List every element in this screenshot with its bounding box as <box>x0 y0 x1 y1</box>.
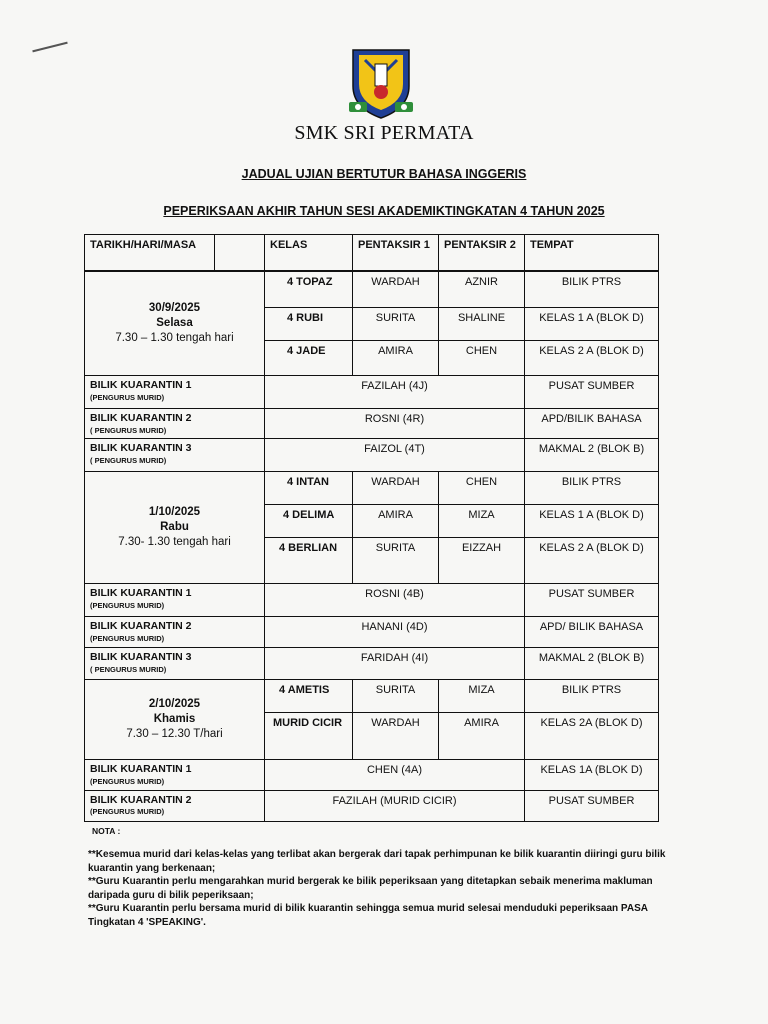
quarantine-title: BILIK KUARANTIN 3 <box>90 442 192 455</box>
pentaksir-2-cell: AZNIR <box>439 271 525 308</box>
tempat-cell: MAKMAL 2 (BLOK B) <box>525 439 659 472</box>
quarantine-teacher-cell: CHEN (4A) <box>265 760 525 790</box>
tempat-cell: KELAS 1 A (BLOK D) <box>525 505 659 538</box>
day-cell <box>85 271 265 376</box>
note-item: **Kesemua murid dari kelas-kelas yang terlibat akan bergerak dari tapak perhimpunan ke bilik kuarantin diiringi guru bilik kuarantin yang berkenaan; <box>88 849 666 874</box>
quarantine-title: BILIK KUARANTIN 1 <box>90 379 192 391</box>
kelas-cell: 4 BERLIAN <box>265 538 353 584</box>
pentaksir-1-cell: AMIRA <box>353 505 439 538</box>
pentaksir-1-cell: WARDAH <box>353 713 439 760</box>
col-header-tempat: TEMPAT <box>525 235 659 271</box>
day-time: 7.30 – 1.30 tengah hari <box>115 331 234 344</box>
quarantine-sub: (PENGURUS MURID) <box>90 807 165 817</box>
quarantine-label-cell <box>85 409 265 439</box>
table-row <box>85 472 659 505</box>
notes-list <box>88 848 688 929</box>
quarantine-label-cell <box>85 617 265 648</box>
tempat-cell: KELAS 2A (BLOK D) <box>525 713 659 760</box>
quarantine-title: BILIK KUARANTIN 3 <box>90 651 192 664</box>
quarantine-label-cell <box>85 376 265 409</box>
quarantine-label-cell <box>85 584 265 617</box>
table-row <box>85 760 659 790</box>
day-date: 30/9/2025 <box>148 301 201 314</box>
quarantine-label-cell <box>85 760 265 790</box>
day-date: 1/10/2025 <box>148 506 201 519</box>
day-time: 7.30 – 12.30 T/hari <box>126 728 223 741</box>
school-crest-icon <box>345 46 417 120</box>
school-name: SMK SRI PERMATA <box>294 122 474 144</box>
table-row <box>85 439 659 472</box>
pentaksir-2-cell: MIZA <box>439 680 525 713</box>
quarantine-sub: ( PENGURUS MURID) <box>90 456 167 466</box>
pentaksir-1-cell: SURITA <box>353 680 439 713</box>
pentaksir-2-cell: EIZZAH <box>439 538 525 584</box>
pentaksir-1-cell: WARDAH <box>353 472 439 505</box>
day-date: 2/10/2025 <box>148 698 201 711</box>
quarantine-title: BILIK KUARANTIN 2 <box>90 412 192 424</box>
quarantine-label-cell <box>85 648 265 680</box>
tempat-cell: KELAS 2 A (BLOK D) <box>525 538 659 584</box>
col-header-kelas: KELAS <box>265 235 353 271</box>
notes-label: NOTA : <box>92 826 121 836</box>
tempat-cell: PUSAT SUMBER <box>525 790 659 821</box>
note-item: **Guru Kuarantin perlu mengarahkan murid bergerak ke bilik peperiksaan yang ditetapkan sebaik menerima makluman daripada guru di bilik peperiksaan; <box>88 876 653 901</box>
pen-mark <box>32 42 67 53</box>
kelas-cell: 4 JADE <box>265 341 353 376</box>
quarantine-teacher-cell: FARIDAH (4I) <box>265 648 525 680</box>
note-item: **Guru Kuarantin perlu bersama murid di bilik kuarantin sehingga semua murid selesai menduduki peperiksaan PASA Tingkatan 4 'SPEAKING'. <box>88 903 648 928</box>
day-cell <box>85 680 265 760</box>
tempat-cell: PUSAT SUMBER <box>525 376 659 409</box>
kelas-cell: 4 DELIMA <box>265 505 353 538</box>
day-name: Rabu <box>160 521 189 534</box>
col-header-pentaksir-1: PENTAKSIR 1 <box>353 235 439 271</box>
pentaksir-2-cell: SHALINE <box>439 308 525 341</box>
quarantine-title: BILIK KUARANTIN 2 <box>90 793 192 806</box>
document-title: JADUAL UJIAN BERTUTUR BAHASA INGGERIS <box>241 167 527 181</box>
pentaksir-1-cell: WARDAH <box>353 271 439 308</box>
pentaksir-2-cell: MIZA <box>439 505 525 538</box>
quarantine-label-cell <box>85 439 265 472</box>
kelas-cell: MURID CICIR <box>265 713 353 760</box>
table-row <box>85 271 659 308</box>
tempat-cell: APD/ BILIK BAHASA <box>525 617 659 648</box>
kelas-cell: 4 TOPAZ <box>265 271 353 308</box>
table-row <box>85 376 659 409</box>
quarantine-label-cell <box>85 790 265 821</box>
quarantine-teacher-cell: FAZILAH (MURID CICIR) <box>265 790 525 821</box>
tempat-cell: KELAS 1 A (BLOK D) <box>525 308 659 341</box>
table-row <box>85 617 659 648</box>
quarantine-sub: (PENGURUS MURID) <box>90 392 165 402</box>
tempat-cell: BILIK PTRS <box>525 472 659 505</box>
quarantine-teacher-cell: ROSNI (4R) <box>265 409 525 439</box>
quarantine-teacher-cell: FAZILAH (4J) <box>265 376 525 409</box>
quarantine-title: BILIK KUARANTIN 1 <box>90 587 192 600</box>
kelas-cell: 4 INTAN <box>265 472 353 505</box>
quarantine-sub: (PENGURUS MURID) <box>90 634 165 644</box>
day-name: Selasa <box>156 316 193 329</box>
day-time: 7.30- 1.30 tengah hari <box>118 536 231 549</box>
pentaksir-2-cell: AMIRA <box>439 713 525 760</box>
col-header-blank <box>215 235 265 271</box>
day-cell <box>85 472 265 584</box>
tempat-cell: BILIK PTRS <box>525 680 659 713</box>
col-header-tarikh: TARIKH/HARI/MASA <box>85 235 215 271</box>
schedule-table <box>84 234 659 822</box>
quarantine-teacher-cell: FAIZOL (4T) <box>265 439 525 472</box>
table-header-row <box>85 235 659 271</box>
table-row <box>85 409 659 439</box>
pentaksir-2-cell: CHEN <box>439 341 525 376</box>
tempat-cell: KELAS 1A (BLOK D) <box>525 760 659 790</box>
table-row <box>85 680 659 713</box>
pentaksir-1-cell: SURITA <box>353 308 439 341</box>
tempat-cell: KELAS 2 A (BLOK D) <box>525 341 659 376</box>
kelas-cell: 4 RUBI <box>265 308 353 341</box>
quarantine-teacher-cell: ROSNI (4B) <box>265 584 525 617</box>
quarantine-title: BILIK KUARANTIN 2 <box>90 620 192 633</box>
kelas-cell: 4 AMETIS <box>265 680 353 713</box>
tempat-cell: APD/BILIK BAHASA <box>525 409 659 439</box>
pentaksir-1-cell: AMIRA <box>353 341 439 376</box>
table-row <box>85 790 659 821</box>
tempat-cell: BILIK PTRS <box>525 271 659 308</box>
day-name: Khamis <box>153 713 196 726</box>
table-row <box>85 584 659 617</box>
pentaksir-1-cell: SURITA <box>353 538 439 584</box>
quarantine-teacher-cell: HANANI (4D) <box>265 617 525 648</box>
pentaksir-2-cell: CHEN <box>439 472 525 505</box>
document-subtitle: PEPERIKSAAN AKHIR TAHUN SESI AKADEMIKTINGKATAN 4 TAHUN 2025 <box>163 204 605 218</box>
quarantine-sub: ( PENGURUS MURID) <box>90 665 167 675</box>
col-header-pentaksir-2: PENTAKSIR 2 <box>439 235 525 271</box>
quarantine-sub: ( PENGURUS MURID) <box>90 425 167 435</box>
quarantine-sub: (PENGURUS MURID) <box>90 601 165 611</box>
quarantine-sub: (PENGURUS MURID) <box>90 777 165 787</box>
tempat-cell: MAKMAL 2 (BLOK B) <box>525 648 659 680</box>
quarantine-title: BILIK KUARANTIN 1 <box>90 763 192 776</box>
table-row <box>85 648 659 680</box>
tempat-cell: PUSAT SUMBER <box>525 584 659 617</box>
